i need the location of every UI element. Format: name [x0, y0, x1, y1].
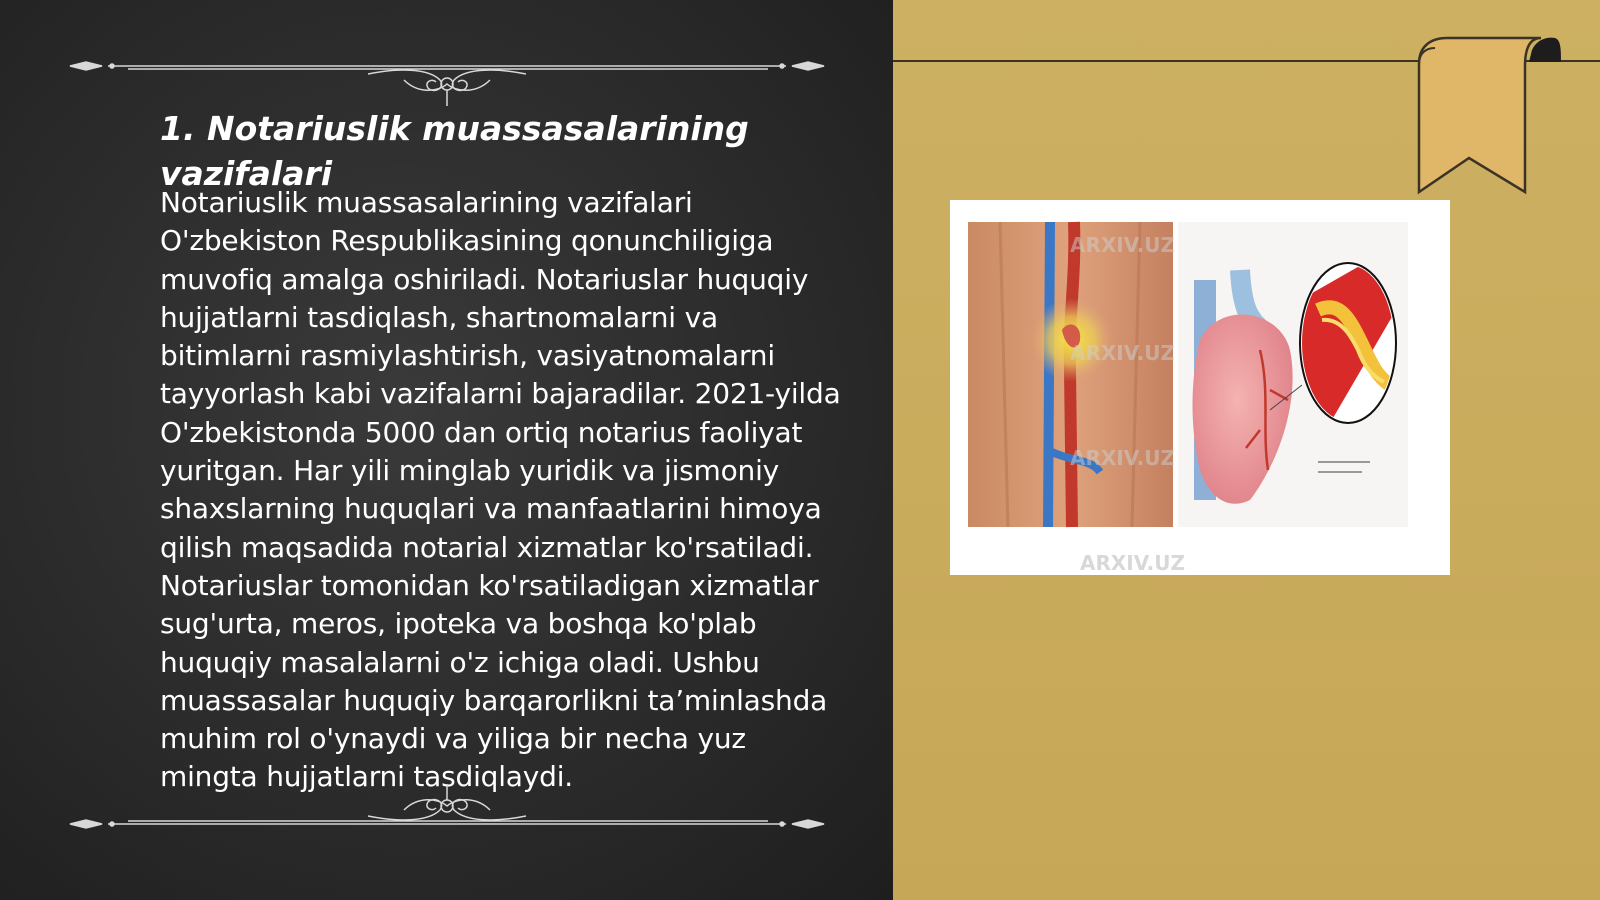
top-ornament-divider: [68, 50, 826, 110]
right-panel: [893, 0, 1600, 900]
slide-title: 1. Notariuslik muassasalarining vazifalari: [160, 109, 749, 193]
bookmark-icon: [1411, 36, 1561, 201]
watermark-2: ARXIV.UZ: [1070, 341, 1175, 365]
watermark-1: ARXIV.UZ: [1070, 233, 1175, 257]
watermark-4: ARXIV.UZ: [1080, 551, 1185, 575]
heart-artery-illustration: [950, 200, 1450, 575]
bottom-ornament-divider: [68, 780, 826, 840]
slide-body-text: Notariuslik muassasalarining vazifalari O'zbekiston Respublikasining qonunchiligiga muvofiq amalga oshiriladi. Notariuslar huquqiy hujjatlarni tasdiqlash, shartnomalarni va bitimlarni rasmiylashtirish, vasiyatnomalarni tayyorlash kabi vazifalarni bajaradilar. 2021-yilda O'zbekistonda 5000 dan ortiq notarius faoliyat yuritgan. Har yili minglab yuridik va jismoniy shaxslarning huquqlari va manfaatlarini himoya qilish maqsadida notarial xizmatlar ko'rsatiladi. Notariuslar tomonidan ko'rsatiladigan xizmatlar sug'urta, meros, ipoteka va boshqa ko'plab huquqiy masalalarni o'z ichiga oladi. Ushbu muassasalar huquqiy barqarorlikni ta’minlashda muhim rol o'ynaydi va yiliga bir necha yuz mingta hujjatlarni tasdiqlaydi.: [160, 186, 841, 794]
watermark-3: ARXIV.UZ: [1070, 446, 1175, 470]
